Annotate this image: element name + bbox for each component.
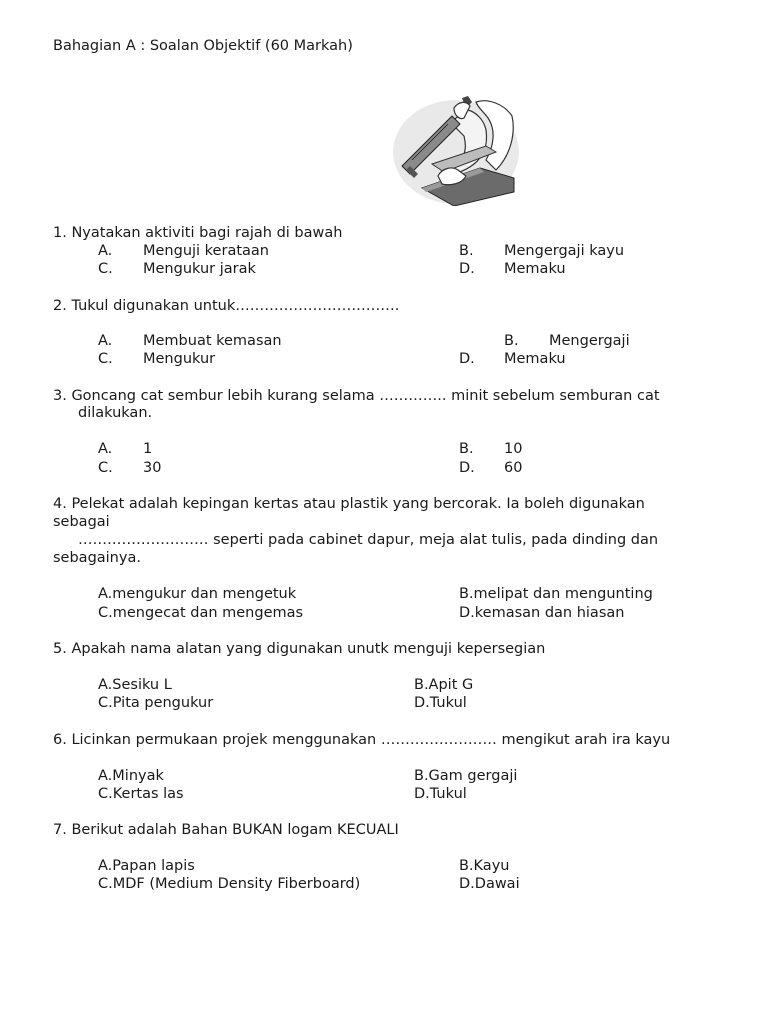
option-text: 10 bbox=[504, 441, 523, 457]
option-letter: B. bbox=[459, 243, 474, 259]
option-text: B.melipat dan mengunting bbox=[459, 586, 653, 602]
option-letter: C. bbox=[98, 351, 113, 367]
option-text: D.kemasan dan hiasan bbox=[459, 605, 625, 621]
option-text: B.Kayu bbox=[459, 858, 510, 874]
option-text: D.Tukul bbox=[414, 695, 467, 711]
option-text: Membuat kemasan bbox=[143, 333, 282, 349]
option-text: 1 bbox=[143, 441, 153, 457]
option-text: A.Papan lapis bbox=[98, 858, 195, 874]
option-text: Memaku bbox=[504, 351, 566, 367]
question-stem-continued: sebagainya. bbox=[53, 550, 141, 566]
question-stem: 4. Pelekat adalah kepingan kertas atau plastik yang bercorak. Ia boleh digunakan bbox=[53, 496, 645, 512]
option-letter: D. bbox=[459, 460, 475, 476]
question-stem-continued: dilakukan. bbox=[78, 405, 153, 421]
option-text: Memaku bbox=[504, 261, 566, 277]
option-letter: A. bbox=[98, 441, 113, 457]
option-letter: A. bbox=[98, 243, 113, 259]
section-title: Bahagian A : Soalan Objektif (60 Markah) bbox=[53, 38, 353, 54]
option-text: Mengergaji bbox=[549, 333, 630, 349]
option-letter: A. bbox=[98, 333, 113, 349]
question-stem-continued: sebagai bbox=[53, 514, 110, 530]
question-stem-continued: ……………………… seperti pada cabinet dapur, meja alat tulis, pada dinding dan bbox=[78, 532, 659, 548]
option-letter: D. bbox=[459, 261, 475, 277]
question-stem: 1. Nyatakan aktiviti bagi rajah di bawah bbox=[53, 225, 343, 241]
option-text: Mengukur jarak bbox=[143, 261, 256, 277]
option-text: A.mengukur dan mengetuk bbox=[98, 586, 297, 602]
option-text: 30 bbox=[143, 460, 162, 476]
option-text: A.Sesiku L bbox=[98, 677, 172, 693]
question-stem: 3. Goncang cat sembur lebih kurang selama ………….. minit sebelum semburan cat bbox=[53, 388, 660, 404]
option-text: B.Apit G bbox=[414, 677, 474, 693]
option-text: Menguji kerataan bbox=[143, 243, 269, 259]
question-stem: 2. Tukul digunakan untuk……………………………. bbox=[53, 298, 400, 314]
option-letter: C. bbox=[98, 460, 113, 476]
option-text: Mengergaji kayu bbox=[504, 243, 625, 259]
option-text: D.Dawai bbox=[459, 876, 520, 892]
option-text: B.Gam gergaji bbox=[414, 768, 518, 784]
option-letter: B. bbox=[504, 333, 519, 349]
option-text: C.Pita pengukur bbox=[98, 695, 214, 711]
option-letter: D. bbox=[459, 351, 475, 367]
question-stem: 6. Licinkan permukaan projek menggunakan …………………… mengikut arah ira kayu bbox=[53, 732, 671, 748]
question-stem: 5. Apakah nama alatan yang digunakan unutk menguji kepersegian bbox=[53, 641, 546, 657]
option-text: D.Tukul bbox=[414, 786, 467, 802]
sawing-illustration bbox=[392, 94, 520, 206]
option-text: C.mengecat dan mengemas bbox=[98, 605, 304, 621]
option-text: Mengukur bbox=[143, 351, 216, 367]
option-text: C.Kertas las bbox=[98, 786, 184, 802]
option-text: A.Minyak bbox=[98, 768, 164, 784]
question-stem: 7. Berikut adalah Bahan BUKAN logam KECUALI bbox=[53, 822, 399, 838]
option-letter: B. bbox=[459, 441, 474, 457]
option-letter: C. bbox=[98, 261, 113, 277]
option-text: C.MDF (Medium Density Fiberboard) bbox=[98, 876, 361, 892]
option-text: 60 bbox=[504, 460, 523, 476]
